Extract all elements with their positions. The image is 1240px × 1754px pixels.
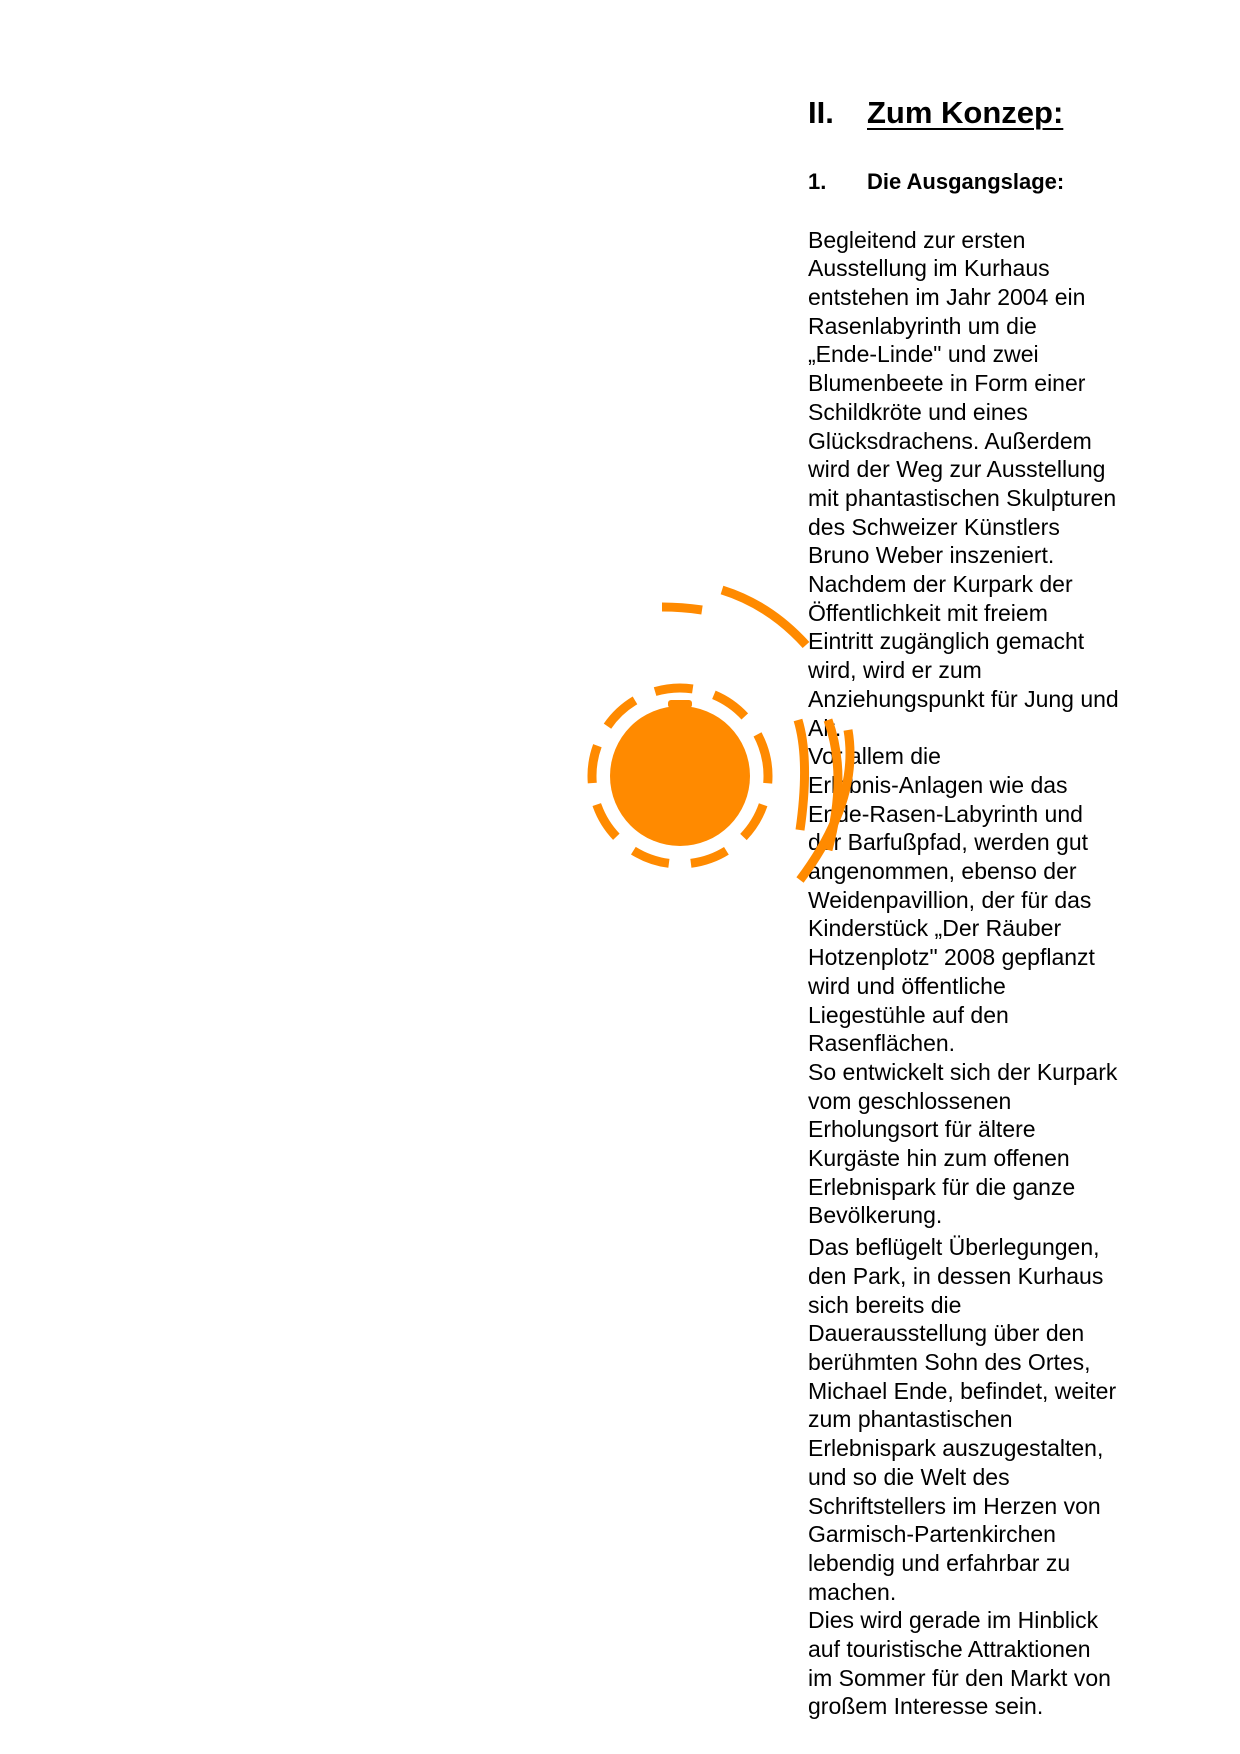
paragraph-line: Schriftstellers im Herzen von <box>808 1492 1101 1519</box>
subsection-heading <box>808 169 1208 195</box>
paragraph-line: auf touristische Attraktionen <box>808 1636 1091 1663</box>
paragraph-line: wird und öffentliche <box>808 972 1006 999</box>
section-title: Zum Konzep: <box>867 95 1064 130</box>
subsection-title: Die Ausgangslage: <box>867 169 1065 195</box>
sun-core <box>610 706 750 846</box>
paragraph-line: So entwickelt sich der Kurpark <box>808 1058 1118 1085</box>
paragraph-line: Ausstellung im Kurhaus <box>808 255 1050 282</box>
paragraph-line: Garmisch-Partenkirchen <box>808 1521 1056 1548</box>
paragraph-1 <box>808 226 1208 1231</box>
paragraph-line: Bevölkerung. <box>808 1202 943 1229</box>
sun-outer-arc-top-left <box>662 607 702 610</box>
paragraph-line: mit phantastischen Skulpturen <box>808 484 1117 511</box>
paragraph-line: wird, wird er zum <box>808 657 982 684</box>
paragraph-line: der Barfußpfad, werden gut <box>808 829 1088 856</box>
paragraph-line: Alt. <box>808 714 842 741</box>
section-number: II. <box>808 95 834 130</box>
paragraph-line: Erlebnispark auszugestalten, <box>808 1435 1104 1462</box>
sun-nub <box>668 700 692 708</box>
paragraph-line: Rasenflächen. <box>808 1030 956 1057</box>
paragraph-line: wird der Weg zur Ausstellung <box>808 456 1106 483</box>
paragraph-line: Öffentlichkeit mit freiem <box>808 599 1048 626</box>
paragraph-line: Das beflügelt Überlegungen, <box>808 1234 1100 1261</box>
paragraph-line: Nachdem der Kurpark der <box>808 571 1073 598</box>
paragraph-line: Erlebnis-Anlagen wie das <box>808 771 1068 798</box>
sun-inner-ring <box>570 663 793 889</box>
paragraph-line: Vor allem die <box>808 743 941 770</box>
paragraph-2 <box>808 1233 1208 1721</box>
paragraph-line: sich bereits die <box>808 1291 962 1318</box>
paragraph-line: Dauerausstellung über den <box>808 1320 1085 1347</box>
sun-arc-right-1 <box>798 720 805 830</box>
paragraph-line: „Ende-Linde" und zwei <box>808 341 1039 368</box>
paragraph-line: Schildkröte und eines <box>808 398 1028 425</box>
paragraph-line: Erlebnispark für die ganze <box>808 1173 1076 1200</box>
document-content <box>808 94 1208 1721</box>
paragraph-line: und so die Welt des <box>808 1463 1010 1490</box>
paragraph-line: Michael Ende, befindet, weiter <box>808 1377 1117 1404</box>
paragraph-line: Kurgäste hin zum offenen <box>808 1145 1070 1172</box>
paragraph-line: großem Interesse sein. <box>808 1693 1044 1720</box>
paragraph-line: Bruno Weber inszeniert. <box>808 542 1055 569</box>
paragraph-line: entstehen im Jahr 2004 ein <box>808 283 1086 310</box>
paragraph-line: Blumenbeete in Form einer <box>808 370 1086 397</box>
paragraph-line: Begleitend zur ersten <box>808 226 1026 253</box>
paragraph-line: im Sommer für den Markt von <box>808 1664 1111 1691</box>
paragraph-line: vom geschlossenen <box>808 1087 1012 1114</box>
paragraph-line: Glücksdrachens. Außerdem <box>808 427 1092 454</box>
paragraph-line: Eintritt zugänglich gemacht <box>808 628 1085 655</box>
paragraph-line: angenommen, ebenso der <box>808 858 1077 885</box>
paragraph-line: Rasenlabyrinth um die <box>808 312 1037 339</box>
paragraph-line: Anziehungspunkt für Jung und <box>808 685 1119 712</box>
paragraph-line: Ende-Rasen-Labyrinth und <box>808 800 1083 827</box>
sun-outer-arc-top-right <box>722 590 806 645</box>
paragraph-line: den Park, in dessen Kurhaus <box>808 1262 1104 1289</box>
section-heading <box>808 94 1208 131</box>
paragraph-line: Weidenpavillion, der für das <box>808 886 1092 913</box>
paragraph-line: Dies wird gerade im Hinblick <box>808 1607 1099 1634</box>
paragraph-line: Kinderstück „Der Räuber <box>808 915 1062 942</box>
paragraph-line: berühmten Sohn des Ortes, <box>808 1349 1091 1375</box>
paragraph-line: machen. <box>808 1578 897 1605</box>
paragraph-line: Hotzenplotz" 2008 gepflanzt <box>808 944 1095 971</box>
paragraph-line: des Schweizer Künstlers <box>808 513 1060 540</box>
paragraph-line: Erholungsort für ältere <box>808 1116 1036 1143</box>
paragraph-line: Liegestühle auf den <box>808 1001 1009 1028</box>
paragraph-line: zum phantastischen <box>808 1406 1013 1433</box>
subsection-number: 1. <box>808 169 827 195</box>
paragraph-line: lebendig und erfahrbar zu <box>808 1549 1071 1576</box>
